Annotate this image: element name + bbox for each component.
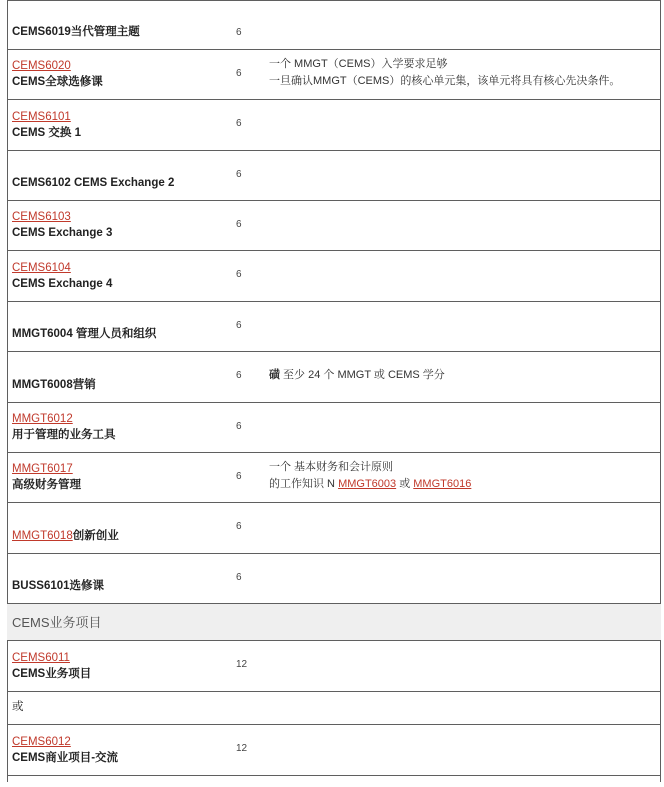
note-line: 一个 MMGT（CEMS）入学要求足够 [269,58,448,70]
credit-points: 6 [236,169,242,180]
units-table [7,0,661,776]
unit-title: 高级财务管理 [12,479,81,491]
credit-points: 12 [236,743,248,754]
prereq-link-mmgt6003[interactable]: MMGT6003 [338,477,397,490]
unit-cell [12,260,227,292]
unit-title: MMGT6008营销 [12,379,96,391]
unit-code-link[interactable]: CEMS6011 [12,652,70,664]
note-line [269,476,471,493]
credit-points: 6 [236,27,242,38]
unit-title: MMGT6004 管理人员和组织 [12,328,157,340]
credit-points: 6 [236,118,242,129]
or-separator: 或 [12,701,24,713]
unit-title: CEMS6102 CEMS Exchange 2 [12,177,175,189]
unit-code-link[interactable]: MMGT6018 [12,530,73,542]
unit-cell [12,650,227,682]
unit-cell [12,411,227,443]
unit-title: CEMS Exchange 4 [12,278,113,290]
unit-code-link[interactable]: CEMS6104 [12,262,71,274]
note-text: 至少 24 个 MMGT 或 CEMS 学分 [280,369,445,381]
credit-points: 6 [236,421,242,432]
unit-code-link[interactable]: CEMS6103 [12,211,71,223]
unit-cell [12,109,227,141]
table-row [7,100,661,151]
table-row [7,403,661,453]
credit-points: 12 [236,659,248,670]
credit-points: 6 [236,521,242,532]
unit-title: CEMS业务项目 [12,668,92,680]
credit-points: 6 [236,370,242,381]
unit-cell [12,734,227,766]
table-row [7,692,661,725]
unit-cell [12,528,227,544]
unit-code-link[interactable]: CEMS6012 [12,736,71,748]
table-row [7,554,661,604]
unit-title: BUSS6101选修课 [12,580,105,592]
table-row [7,352,661,403]
credit-points: 6 [236,320,242,331]
credit-points: 6 [236,572,242,583]
table-row [7,251,661,302]
table-row [7,50,661,100]
note-line: 一旦确认MMGT（CEMS）的核心单元集，该单元将具有核心先决条件。 [269,74,621,87]
unit-title: CEMS Exchange 3 [12,227,113,239]
prerequisite-note [269,56,620,89]
table-row [7,201,661,251]
unit-title: CEMS商业项目-交流 [12,752,119,764]
unit-code-link[interactable]: MMGT6017 [12,463,73,475]
unit-code-link[interactable]: CEMS6020 [12,60,71,72]
section-title: CEMS业务项目 [12,615,102,630]
table-row [7,151,661,201]
prerequisite-note [269,367,445,384]
table-row [7,453,661,503]
section-header [7,604,661,641]
table-row [7,302,661,352]
table-row [7,0,661,50]
table-row [7,641,661,692]
note-text: 或 [396,477,414,490]
prerequisite-note [269,459,471,492]
unit-title: CEMS6019当代管理主题 [12,26,140,38]
credit-points: 6 [236,219,242,230]
note-text: 的工作知识 N [269,477,339,490]
unit-title: CEMS 交换 1 [12,127,82,139]
unit-code-link[interactable]: CEMS6101 [12,111,71,123]
prereq-link-mmgt6016[interactable]: MMGT6016 [413,477,472,490]
note-bold-prefix: 磺 [269,369,280,381]
unit-cell [12,58,227,90]
table-row [7,503,661,554]
unit-title: 创新创业 [72,530,119,542]
unit-title: CEMS全球选修课 [12,76,103,88]
table-row [7,725,661,776]
unit-code-link[interactable]: MMGT6012 [12,413,73,425]
unit-cell [12,209,227,241]
unit-title: 用于管理的业务工具 [12,429,116,441]
credit-points: 6 [236,269,242,280]
unit-cell [12,461,227,493]
credit-points: 6 [236,471,242,482]
note-line: 一个 基本财务和会计原则 [269,461,394,473]
credit-points: 6 [236,68,242,79]
